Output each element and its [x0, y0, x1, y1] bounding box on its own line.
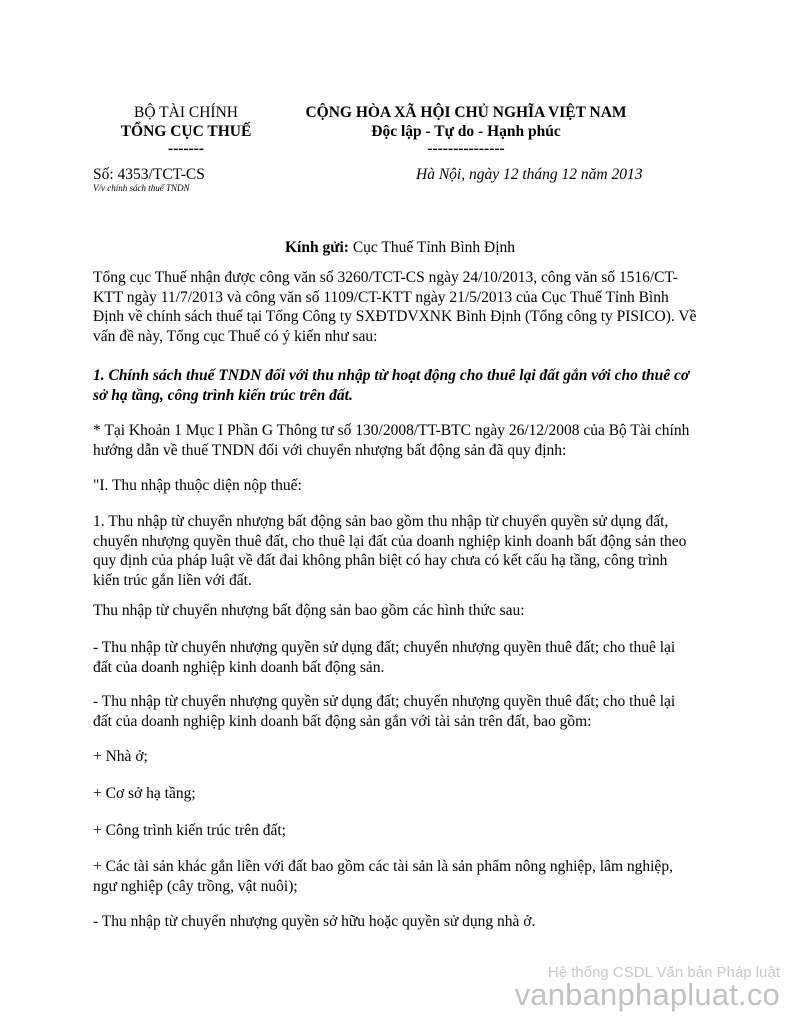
- sub-item-other-assets: [93, 857, 718, 896]
- sub-item-structures: + Công trình kiến trúc trên đất;: [93, 822, 286, 839]
- bullet-line: đất của doanh nghiệp kinh doanh bất động sản gắn với tài sản trên đất, bao gồm:: [93, 712, 592, 730]
- bullet-line: - Thu nhập từ chuyển nhượng quyền sử dụng đất; chuyển nhượng quyền thuê đất; cho thuê lại: [93, 693, 676, 710]
- citation-paragraph: [93, 421, 718, 460]
- ministry-name: BỘ TÀI CHÍNH: [134, 104, 238, 121]
- paragraph-line: 1. Thu nhập từ chuyển nhượng bất động sản bao gồm thu nhập từ chuyển quyền sử dụng đất,: [93, 513, 669, 530]
- watermark-caption: Hệ thống CSDL Văn bản Pháp luật: [547, 964, 780, 981]
- quote-paragraph-2: Thu nhập từ chuyển nhượng bất động sản bao gồm các hình thức sau:: [93, 602, 525, 619]
- paragraph-line: chuyển nhượng quyền thuê đất, cho thuê lại đất của doanh nghiệp kinh doanh bất động sản theo: [93, 532, 687, 550]
- intro-line: Định về chính sách thuế tại Tổng Công ty SXĐTDVXNK Bình Định (Tổng công ty PISICO). Về: [93, 308, 697, 325]
- recipient-label: Kính gửi:: [284, 239, 349, 256]
- sub-item-line: + Các tài sản khác gắn liền với đất bao gồm các tài sản là sản phẩm nông nghiệp, lâm nghiệp,: [93, 858, 673, 875]
- section-heading: [93, 366, 718, 405]
- section-heading-line: 1. Chính sách thuế TNDN đối với thu nhập từ hoạt động cho thuê lại đất gắn với cho thuê cơ: [93, 367, 690, 384]
- document-number: Số: 4353/TCT-CS: [93, 166, 205, 183]
- watermark-site: vanbanphapluat.co: [514, 977, 780, 1012]
- intro-line: Tổng cục Thuế nhận được công văn số 3260/TCT-CS ngày 24/10/2013, công văn số 1516/CT-: [93, 269, 678, 286]
- intro-paragraph: [93, 268, 718, 346]
- paragraph-line: kiến trúc gắn liền với đất.: [93, 571, 252, 589]
- sub-item-housing: + Nhà ở;: [93, 748, 148, 765]
- bullet-line: đất của doanh nghiệp kinh doanh bất động sản.: [93, 658, 385, 676]
- sub-item-line: ngư nghiệp (cây trồng, vật nuôi);: [93, 877, 298, 895]
- citation-line: hướng dẫn về thuế TNDN đối với chuyển nhượng bất động sản đã quy định:: [93, 441, 567, 459]
- section-heading-line: sở hạ tầng, công trình kiến trúc trên đất.: [93, 386, 353, 404]
- recipient-name: Cục Thuế Tỉnh Bình Định: [352, 239, 516, 256]
- bullet-line: - Thu nhập từ chuyển nhượng quyền sử dụng đất; chuyển nhượng quyền thuê đất; cho thuê lại: [93, 639, 676, 656]
- intro-line: KTT ngày 11/7/2013 và công văn số 1109/CT-KTT ngày 21/5/2013 của Cục Thuế Tỉnh Bình: [93, 288, 669, 306]
- sub-item-infrastructure: + Cơ sở hạ tầng;: [93, 785, 196, 802]
- quote-heading: "I. Thu nhập thuộc diện nộp thuế:: [93, 477, 302, 494]
- right-header-rule: ---------------: [427, 140, 505, 157]
- citation-line: * Tại Khoản 1 Mục I Phần G Thông tư số 130/2008/TT-BTC ngày 26/12/2008 của Bộ Tài chính: [93, 422, 690, 439]
- bullet-item-1: [93, 638, 718, 677]
- paragraph-line: quy định của pháp luật về đất đai không phân biệt có hay chưa có kết cấu hạ tầng, công trình: [93, 552, 668, 569]
- recipient-line: [0, 238, 800, 257]
- left-header-rule: -------: [167, 140, 205, 157]
- bullet-item-2: [93, 692, 718, 731]
- place-and-date: Hà Nội, ngày 12 tháng 12 năm 2013: [416, 166, 643, 183]
- republic-title: CỘNG HÒA XÃ HỘI CHỦ NGHĨA VIỆT NAM: [305, 104, 627, 121]
- quote-paragraph-1: [93, 512, 718, 590]
- department-name: TỔNG CỤC THUẾ: [120, 123, 252, 140]
- bullet-item-3: - Thu nhập từ chuyển nhượng quyền sở hữu hoặc quyền sử dụng nhà ở.: [93, 913, 536, 930]
- document-subject: V/v chính sách thuế TNDN: [93, 183, 190, 193]
- national-motto: Độc lập - Tự do - Hạnh phúc: [371, 123, 561, 140]
- intro-line: vấn đề này, Tổng cục Thuế có ý kiến như sau:: [93, 327, 378, 345]
